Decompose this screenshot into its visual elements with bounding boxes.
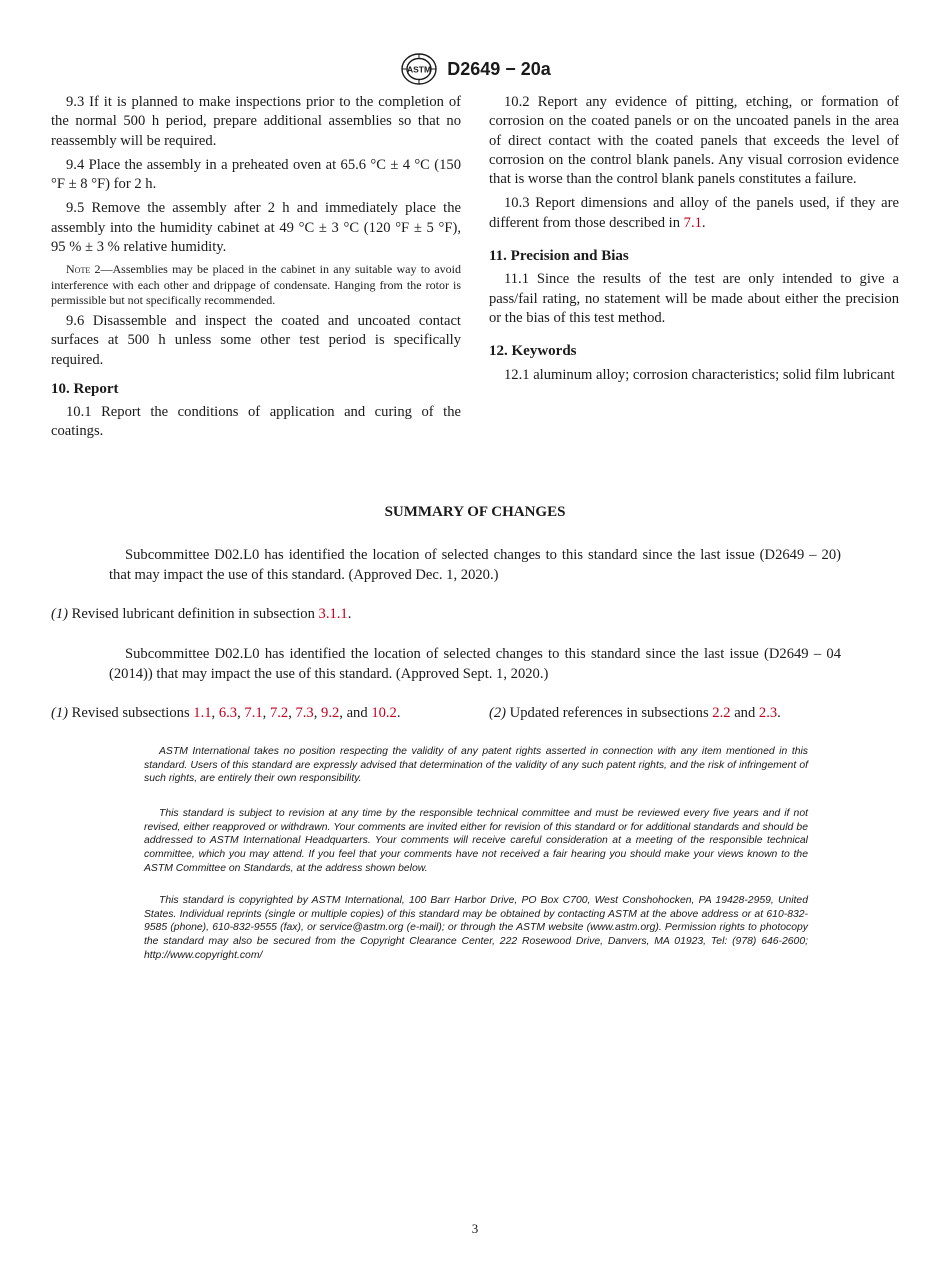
ref-link-7-3[interactable]: 7.3	[295, 705, 314, 721]
ref-link-10-2[interactable]: 10.2	[371, 705, 397, 721]
paragraph-9-6: 9.6 Disassemble and inspect the coated and uncoated contact surfaces at 500 h unless some other test period is specifically required.	[51, 312, 461, 368]
note-label: Note 2	[66, 262, 101, 277]
paragraph-10-2: 10.2 Report any evidence of pitting, etching, or formation of corrosion on the coated panels or on the uncoated panels in the area of direct contact with the coated panels that exceeds the level of corrosion on the control blank panels. Any visual corrosion evidence that is worse than the control blank panels constitutes a failure.	[489, 94, 899, 188]
page-header	[0, 52, 950, 86]
logo-text: ASTM	[407, 64, 432, 75]
paragraph-12-1: 12.1 aluminum alloy; corrosion characteristics; solid film lubricant	[504, 366, 895, 383]
heading-precision-bias: 11. Precision and Bias	[489, 248, 629, 265]
legal-revision-notice: This standard is subject to revision at any time by the responsible technical committee and must be reviewed every five years and if not revised, either reapproved or withdrawn. Your comments are invited either for revision of this standard or for additional standards and should be addressed to ASTM International Headquarters. Your comments will receive careful consideration at a meeting of the responsible technical committee, which you may attend. If you feel that your comments have not received a fair hearing you should make your views known to the ASTM Committee on Standards, at the address shown below.	[144, 808, 808, 874]
paragraph-9-3: 9.3 If it is planned to make inspections prior to the completion of the normal 500 h period, prepare additional assemblies so that no reassembly will be required.	[51, 94, 461, 149]
change-item-lubricant: (1) Revised lubricant definition in subsection 3.1.1.	[51, 606, 352, 622]
paragraph-10-1: 10.1 Report the conditions of application and curing of the coatings.	[51, 404, 461, 440]
change-item-references: (2) Updated references in subsections 2.2 and 2.3.	[489, 705, 781, 721]
heading-report: 10. Report	[51, 380, 119, 397]
designation: D2649 − 20a	[447, 58, 551, 79]
note-2	[51, 262, 461, 308]
summary-title: SUMMARY OF CHANGES	[384, 504, 566, 520]
ref-link-9-2[interactable]: 9.2	[321, 705, 340, 721]
paragraph-9-5: 9.5 Remove the assembly after 2 h and immediately place the assembly into the humidity cabinet at 49 °C ± 3 °C (120 °F ± 5 °F), 95 % ± 3 % relative humidity.	[51, 200, 461, 256]
ref-link-2-2[interactable]: 2.2	[712, 705, 731, 721]
legal-copyright-notice: This standard is copyrighted by ASTM International, 100 Barr Harbor Drive, PO Box C700, West Conshohocken, PA 19428-2959, United States. Individual reprints (single or multiple copies) of this standard may be obtained by contacting ASTM at the above address or at 610-832-9585 (phone), 610-832-9555 (fax), or service@astm.org (e-mail); or through the ASTM website (www.astm.org). Permission rights to photocopy the standard may also be secured from the Copyright Clearance Center, 222 Rosewood Drive, Danvers, MA 01923, Tel: (978) 646-2600; http://www.copyright.com/	[144, 895, 808, 961]
astm-logo-icon	[399, 52, 439, 86]
summary-intro-2: Subcommittee D02.L0 has identified the location of selected changes to this standard since the last issue (D2649 – 04 (2014)) that may impact the use of this standard. (Approved Sept. 1, 2020.)	[109, 646, 841, 682]
paragraph-11-1: 11.1 Since the results of the test are only intended to give a pass/fail rating, no statement will be made about either the precision or the bias of this test method.	[489, 271, 899, 326]
ref-link-6-3[interactable]: 6.3	[218, 705, 238, 721]
right-column	[489, 93, 899, 390]
page-number: 3	[471, 1221, 479, 1236]
ref-link-7-1[interactable]: 7.1	[244, 705, 263, 721]
ref-link-7-2[interactable]: 7.2	[269, 705, 289, 721]
paragraph-10-3: 10.3 Report dimensions and alloy of the panels used, if they are different from those described in 7.1.	[489, 195, 899, 231]
paragraph-9-4: 9.4 Place the assembly in a preheated oven at 65.6 °C ± 4 °C (150 °F ± 8 °F) for 2 h.	[51, 156, 461, 193]
ref-link-2-3[interactable]: 2.3	[758, 705, 778, 721]
ref-link-7-1[interactable]: 7.1	[683, 214, 702, 231]
ref-link-3-1-1[interactable]: 3.1.1	[318, 606, 348, 622]
left-column	[51, 93, 461, 447]
ref-link-1-1[interactable]: 1.1	[193, 705, 212, 721]
legal-patent-notice: ASTM International takes no position respecting the validity of any patent rights asserted in connection with any item mentioned in this standard. Users of this standard are expressly advised that determination of the validity of any such patent rights, and the risk of infringement of such rights, are entirely their own responsibility.	[144, 746, 808, 785]
change-item-subsections: (1) Revised subsections 1.1, 6.3, 7.1, 7.2, 7.3, 9.2, and 10.2.	[51, 705, 401, 721]
note-text: —Assemblies may be placed in the cabinet in any suitable way to avoid interference with each other and drippage of condensate. Hanging from the rotor is permissible but not specifically recommended.	[51, 262, 461, 307]
heading-keywords: 12. Keywords	[489, 343, 577, 360]
summary-intro-1: Subcommittee D02.L0 has identified the location of selected changes to this standard since the last issue (D2649 – 20) that may impact the use of this standard. (Approved Dec. 1, 2020.)	[109, 547, 841, 583]
